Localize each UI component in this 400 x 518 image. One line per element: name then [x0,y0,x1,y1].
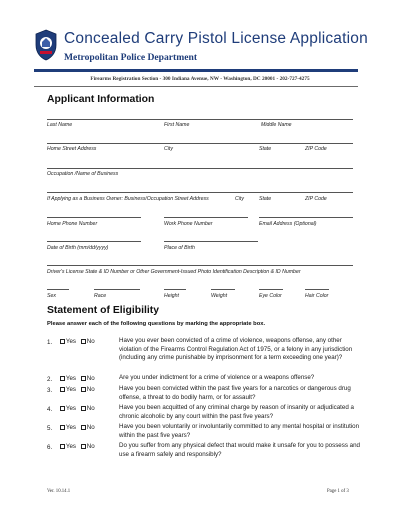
sex-line[interactable] [47,289,69,290]
no-option[interactable] [81,338,95,345]
email-label: Email Address (Optional) [259,221,317,227]
business-zip-label: ZIP Code [305,196,327,202]
zip-label: ZIP Code [305,146,327,152]
question-row [47,338,95,346]
dob-line[interactable] [47,241,141,242]
question-row [47,443,95,451]
yes-option[interactable] [60,405,76,412]
yes-checkbox[interactable] [60,376,65,381]
city-label: City [164,146,173,152]
yes-checkbox[interactable] [60,339,65,344]
form-title: Concealed Carry Pistol License Application [64,30,368,47]
hair-color-line[interactable] [305,289,329,290]
no-checkbox[interactable] [81,339,86,344]
height-label: Height [164,293,179,299]
question-row [47,405,95,413]
no-label: No [86,424,95,431]
yes-option[interactable] [60,443,76,450]
question-number: 1. [47,339,53,346]
height-line[interactable] [164,289,186,290]
yes-option[interactable] [60,386,76,393]
eye-color-label: Eye Color [259,293,282,299]
no-checkbox[interactable] [81,376,86,381]
no-label: No [86,386,95,393]
yes-option[interactable] [60,338,76,345]
question-number: 4. [47,406,53,413]
pob-line[interactable] [164,241,258,242]
no-option[interactable] [81,375,95,382]
question-row [47,424,95,432]
first-name-label: First Name [164,122,190,128]
question-number: 2. [47,376,53,383]
race-label: Race [94,293,107,299]
home-phone-label: Home Phone Number [47,221,98,227]
license-label: Driver's License State & ID Number or Other Government-Issued Photo Identification Description & ID Number [47,269,301,275]
yes-checkbox[interactable] [60,406,65,411]
yes-label: Yes [65,338,76,345]
question-text: Have you been acquitted of any criminal charge by reason of insanity or adjudicated a chronic alcoholic by any court within the past five years? [119,404,354,420]
question-text: Do you suffer from any physical defect that would make it unsafe for you to possess and use a firearm safely and responsibly? [119,442,360,458]
question-row [47,386,95,394]
eligibility-instruction: Please answer each of the following questions by marking the appropriate box. [47,321,266,327]
yes-label: Yes [65,375,76,382]
page-number: Page 1 of 3 [327,489,349,494]
yes-checkbox[interactable] [60,444,65,449]
last-name-label: Last Name [47,122,73,128]
no-option[interactable] [81,424,95,431]
pob-label: Place of Birth [164,245,195,251]
name-line[interactable] [47,119,353,120]
question-text: Have you ever been convicted of a crime of violence, weapons offense, any other violation of the Firearms Control Regulation Act of 1975, or a felony in any jurisdiction (including any crime punishable by imprisonment for a term exceeding one year)? [119,337,353,362]
no-label: No [86,443,95,450]
question-row [47,375,95,383]
yes-label: Yes [65,443,76,450]
weight-line[interactable] [211,289,235,290]
no-option[interactable] [81,443,95,450]
question-text: Are you under indictment for a crime of violence or a weapons offense? [119,374,315,381]
no-option[interactable] [81,405,95,412]
work-phone-line[interactable] [164,217,248,218]
home-phone-line[interactable] [47,217,141,218]
no-option[interactable] [81,386,95,393]
police-seal-icon [34,29,58,61]
hair-color-label: Hair Color [305,293,329,299]
no-checkbox[interactable] [81,387,86,392]
email-line[interactable] [259,217,353,218]
sex-label: Sex [47,293,56,299]
yes-label: Yes [65,405,76,412]
address-divider [34,86,358,87]
race-line[interactable] [94,289,140,290]
no-label: No [86,405,95,412]
no-checkbox[interactable] [81,425,86,430]
license-line[interactable] [47,265,353,266]
home-address-line[interactable] [47,143,353,144]
occupation-line[interactable] [47,168,353,169]
occupation-label: Occupation /Name of Business [47,171,119,177]
no-label: No [86,338,95,345]
home-street-label: Home Street Address [47,146,97,152]
weight-label: Weight [211,293,228,299]
section-address: Firearms Registration Section - 300 Indiana Avenue, NW - Washington, DC 20001 - 202-727-4275 [90,76,310,82]
question-number: 6. [47,444,53,451]
yes-option[interactable] [60,375,76,382]
version-label: Ver. 10.14.1 [47,489,71,494]
department-name: Metropolitan Police Department [64,52,198,63]
business-state-label: State [259,196,272,202]
middle-name-label: Middle Name [261,122,292,128]
dob-label: Date of Birth (mm/dd/yyyy) [47,245,109,251]
no-checkbox[interactable] [81,444,86,449]
no-checkbox[interactable] [81,406,86,411]
question-number: 5. [47,425,53,432]
yes-checkbox[interactable] [60,425,65,430]
state-label: State [259,146,272,152]
yes-checkbox[interactable] [60,387,65,392]
eye-color-line[interactable] [259,289,283,290]
eligibility-heading: Statement of Eligibility [47,305,159,316]
yes-label: Yes [65,386,76,393]
work-phone-label: Work Phone Number [164,221,213,227]
question-text: Have you been convicted within the past five years for a narcotics or dangerous drug offense, a threat to do bodily harm, or for assault? [119,385,351,401]
business-address-line[interactable] [47,192,353,193]
question-text: Have you been voluntarily or involuntarily committed to any mental hospital or institution within the past five years? [119,423,360,439]
yes-label: Yes [65,424,76,431]
business-city-label: City [235,196,244,202]
question-number: 3. [47,387,53,394]
business-address-label: If Applying as a Business Owner: Business/Occupation Street Address [47,196,209,202]
header-divider [34,69,358,72]
yes-option[interactable] [60,424,76,431]
no-label: No [86,375,95,382]
applicant-heading: Applicant Information [47,94,155,105]
